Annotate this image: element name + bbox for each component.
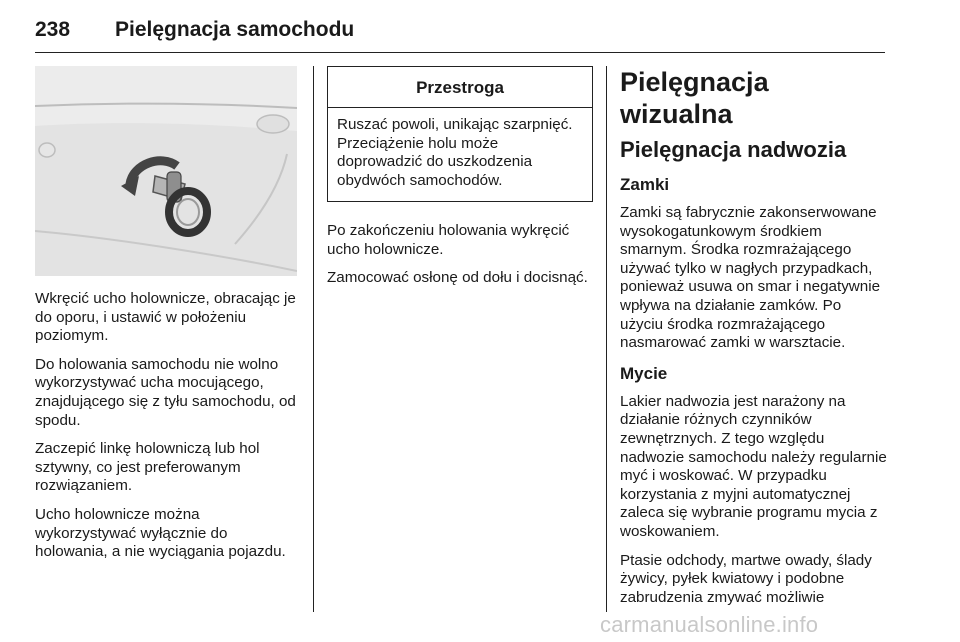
wash-paragraph: Ptasie odchody, martwe owady, ślady żywicy, pyłek kwiatowy i podobne zabrudzenia zmywać możliwie xyxy=(620,551,872,606)
section-heading: Pielęgnacja wizualna xyxy=(620,67,769,129)
wash-paragraph: Lakier nadwozia jest narażony na działanie różnych czynników zewnętrznych. Z tego względu nadwozie samochodu należy regularnie myć i woskować. W przypadku korzystania z myjni automatycznej zaleca się wybranie programu mycia z woskowaniem. xyxy=(620,392,887,540)
caution-heading: Przestroga xyxy=(328,67,592,108)
caution-box xyxy=(327,66,593,202)
watermark: carmanualsonline.info xyxy=(600,612,819,637)
paragraph: Wkręcić ucho holownicze, obracając je do oporu, i ustawić w położeniu poziomym. xyxy=(35,290,296,345)
paragraph: Ucho holownicze można wykorzystywać wyłącznie do holowania, a nie wyciągania pojazdu. xyxy=(35,505,286,561)
page-title: Pielęgnacja samochodu xyxy=(115,18,355,41)
wash-heading: Mycie xyxy=(620,363,668,383)
column-1 xyxy=(35,290,300,572)
column-divider xyxy=(313,66,314,612)
paragraph: Do holowania samochodu nie wolno wykorzystywać ucha mocującego, znajdującego się z tyłu samochodu, od spodu. xyxy=(35,355,296,429)
column-2 xyxy=(327,222,592,298)
paragraph: Zaczepić linkę holowniczą lub hol sztywny, co jest preferowanym rozwiązaniem. xyxy=(35,440,260,495)
caution-text: Ruszać powoli, unikając szarpnięć. Przeciążenie holu może doprowadzić do uszkodzenia obydwóch samochodów. xyxy=(337,116,573,189)
column-3 xyxy=(620,66,888,617)
locks-paragraph: Zamki są fabrycznie zakonserwowane wysokogatunkowym środkiem smarnym. Środka rozmrażającego używać tylko w nagłych przypadkach, ponieważ usuwa on smar i negatywnie wpływa na działanie zamków. Po użyciu środka rozmrażającego nasmarować zamki w warsztacie. xyxy=(620,204,881,352)
locks-heading: Zamki xyxy=(620,175,670,194)
column-divider xyxy=(606,66,607,612)
subsection-heading: Pielęgnacja nadwozia xyxy=(620,137,847,162)
paragraph: Zamocować osłonę od dołu i docisnąć. xyxy=(327,269,588,287)
page-header xyxy=(35,0,885,53)
page-number: 238 xyxy=(35,18,71,41)
paragraph: Po zakończeniu holowania wykręcić ucho holownicze. xyxy=(327,222,570,258)
tow-eye-illustration xyxy=(35,66,297,276)
